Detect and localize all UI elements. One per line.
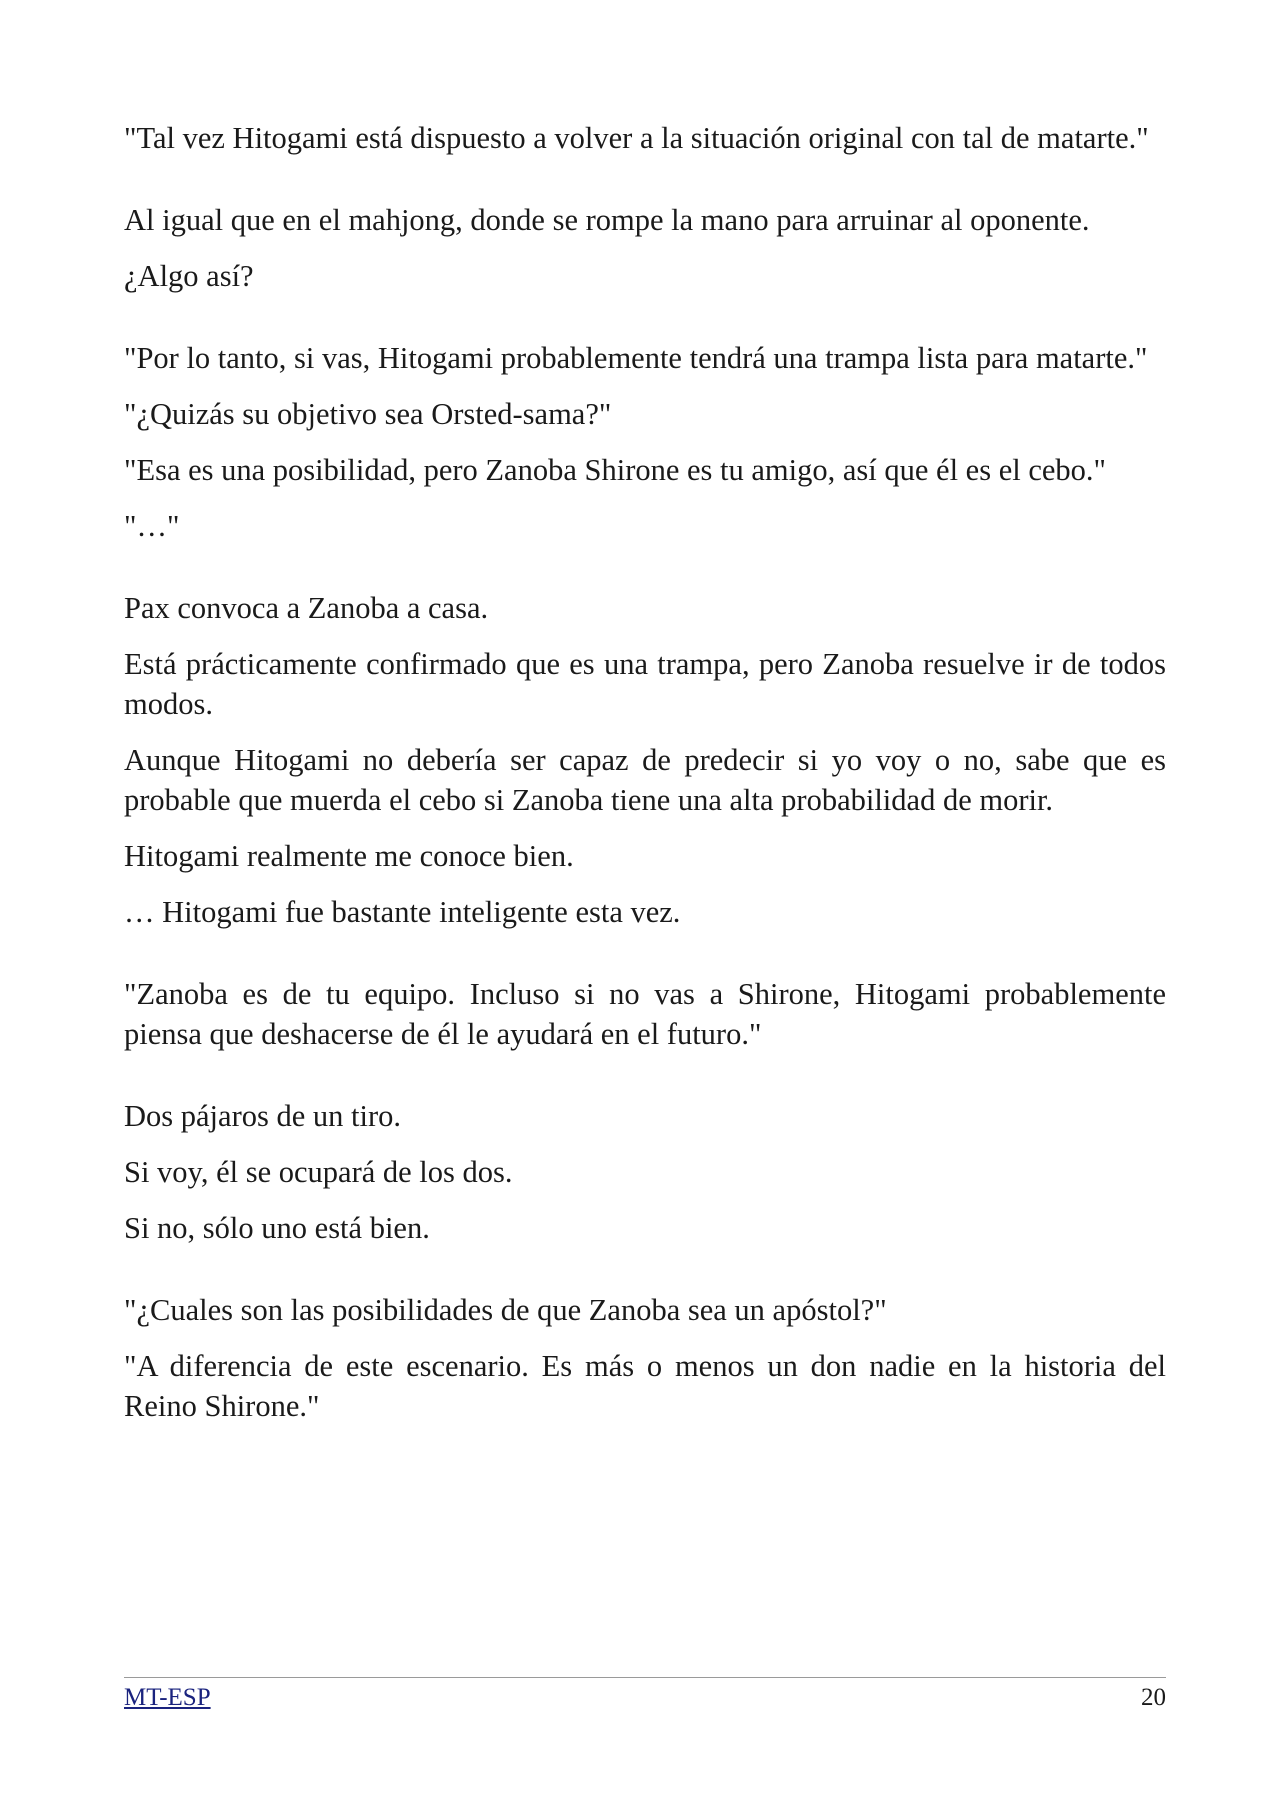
paragraph: "…" <box>124 509 180 543</box>
paragraph: Hitogami realmente me conoce bien. <box>124 839 574 873</box>
paragraph: "Esa es una posibilidad, pero Zanoba Shirone es tu amigo, así que él es el cebo." <box>124 453 1107 487</box>
footer-divider <box>124 1677 1166 1678</box>
paragraph: Dos pájaros de un tiro. <box>124 1099 401 1133</box>
paragraph: Al igual que en el mahjong, donde se rompe la mano para arruinar al oponente. <box>124 203 1090 237</box>
paragraph: "¿Cuales son las posibilidades de que Zanoba sea un apóstol?" <box>124 1293 887 1327</box>
paragraph: Está prácticamente confirmado que es una trampa, pero Zanoba resuelve ir de todos modos. <box>124 647 1166 721</box>
paragraph: Aunque Hitogami no debería ser capaz de predecir si yo voy o no, sabe que es probable que muerda el cebo si Zanoba tiene una alta probabilidad de morir. <box>124 743 1166 817</box>
paragraph: Si voy, él se ocupará de los dos. <box>124 1155 513 1189</box>
paragraph: "Zanoba es de tu equipo. Incluso si no vas a Shirone, Hitogami probablemente piensa que deshacerse de él le ayudará en el futuro." <box>124 977 1166 1051</box>
footer-site-link[interactable]: MT-ESP <box>124 1684 211 1711</box>
paragraph: … Hitogami fue bastante inteligente esta vez. <box>124 895 681 929</box>
paragraph: "Tal vez Hitogami está dispuesto a volver a la situación original con tal de matarte." <box>124 121 1149 155</box>
paragraph: Si no, sólo uno está bien. <box>124 1211 430 1245</box>
page-body <box>124 118 1166 1442</box>
page-number: 20 <box>1141 1684 1166 1711</box>
paragraph: "¿Quizás su objetivo sea Orsted-sama?" <box>124 397 612 431</box>
paragraph: ¿Algo así? <box>124 259 254 293</box>
paragraph: Pax convoca a Zanoba a casa. <box>124 591 489 625</box>
paragraph: "Por lo tanto, si vas, Hitogami probablemente tendrá una trampa lista para matarte." <box>124 341 1148 375</box>
paragraph: "A diferencia de este escenario. Es más o menos un don nadie en la historia del Reino Shirone." <box>124 1349 1166 1423</box>
